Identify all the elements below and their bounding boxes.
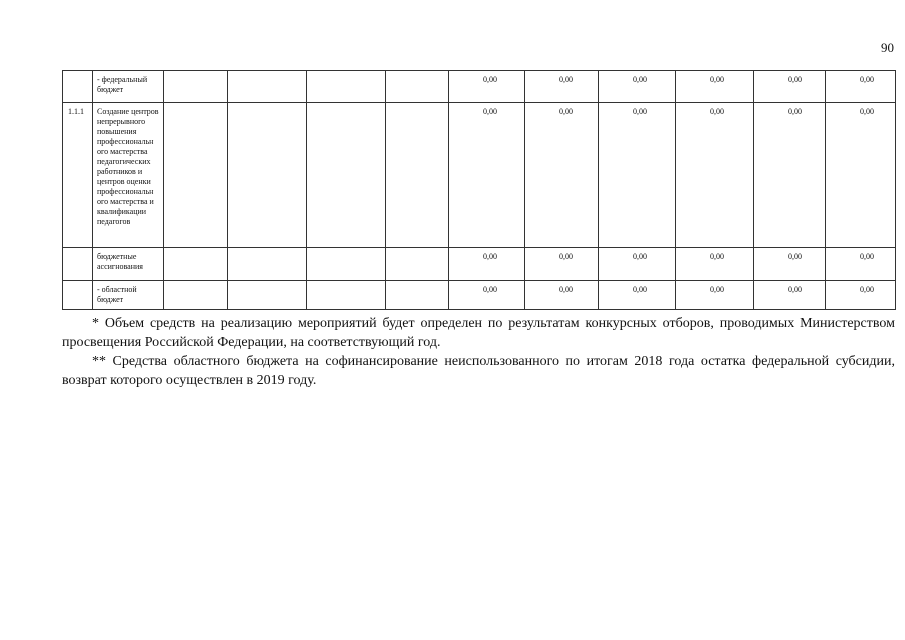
value-cell: 0,00 (599, 281, 676, 310)
empty-cell (307, 71, 386, 103)
table-row (63, 248, 896, 281)
empty-cell (164, 103, 228, 248)
value-cell: 0,00 (754, 71, 826, 103)
value-cell: 0,00 (676, 103, 754, 248)
row-name: - федеральный бюджет (93, 71, 164, 103)
empty-cell (386, 248, 449, 281)
empty-cell (386, 281, 449, 310)
row-name: бюджетные ассигнования (93, 248, 164, 281)
table-row (63, 103, 896, 248)
empty-cell (307, 281, 386, 310)
value-cell: 0,00 (754, 103, 826, 248)
value-cell: 0,00 (599, 248, 676, 281)
value-cell: 0,00 (599, 103, 676, 248)
value-cell: 0,00 (676, 248, 754, 281)
value-cell: 0,00 (826, 103, 896, 248)
empty-cell (164, 71, 228, 103)
value-cell: 0,00 (449, 71, 525, 103)
budget-table (62, 70, 896, 310)
value-cell: 0,00 (449, 281, 525, 310)
footnote: ** Средства областного бюджета на софинансирование неиспользованного по итогам 2018 года остатка федеральной субсидии, возврат которого осуществлен в 2019 году. (62, 354, 895, 388)
table-row (63, 71, 896, 103)
empty-cell (228, 71, 307, 103)
row-name: Создание центров непрерывного повышения профессиональн ого мастерства педагогических работников и центров оценки профессиональн ого мастерства и квалификации педагогов (93, 103, 164, 248)
row-code (63, 281, 93, 310)
empty-cell (307, 248, 386, 281)
value-cell: 0,00 (676, 71, 754, 103)
value-cell: 0,00 (754, 248, 826, 281)
value-cell: 0,00 (826, 281, 896, 310)
value-cell: 0,00 (525, 71, 599, 103)
empty-cell (386, 103, 449, 248)
value-cell: 0,00 (754, 281, 826, 310)
value-cell: 0,00 (449, 103, 525, 248)
empty-cell (386, 71, 449, 103)
value-cell: 0,00 (449, 248, 525, 281)
empty-cell (164, 281, 228, 310)
value-cell: 0,00 (826, 71, 896, 103)
value-cell: 0,00 (676, 281, 754, 310)
value-cell: 0,00 (599, 71, 676, 103)
table-row (63, 281, 896, 310)
row-code (63, 248, 93, 281)
empty-cell (228, 103, 307, 248)
empty-cell (164, 248, 228, 281)
empty-cell (228, 248, 307, 281)
row-name: - областной бюджет (93, 281, 164, 310)
empty-cell (307, 103, 386, 248)
row-code (63, 71, 93, 103)
value-cell: 0,00 (826, 248, 896, 281)
footnote: * Объем средств на реализацию мероприятий будет определен по результатам конкурсных отборов, проводимых Министерством просвещения Российской Федерации, на соответствующий год. (62, 316, 895, 350)
page-number: 90 (881, 40, 894, 55)
value-cell: 0,00 (525, 281, 599, 310)
row-code: 1.1.1 (63, 103, 93, 248)
value-cell: 0,00 (525, 248, 599, 281)
footnotes (62, 314, 895, 390)
empty-cell (228, 281, 307, 310)
value-cell: 0,00 (525, 103, 599, 248)
